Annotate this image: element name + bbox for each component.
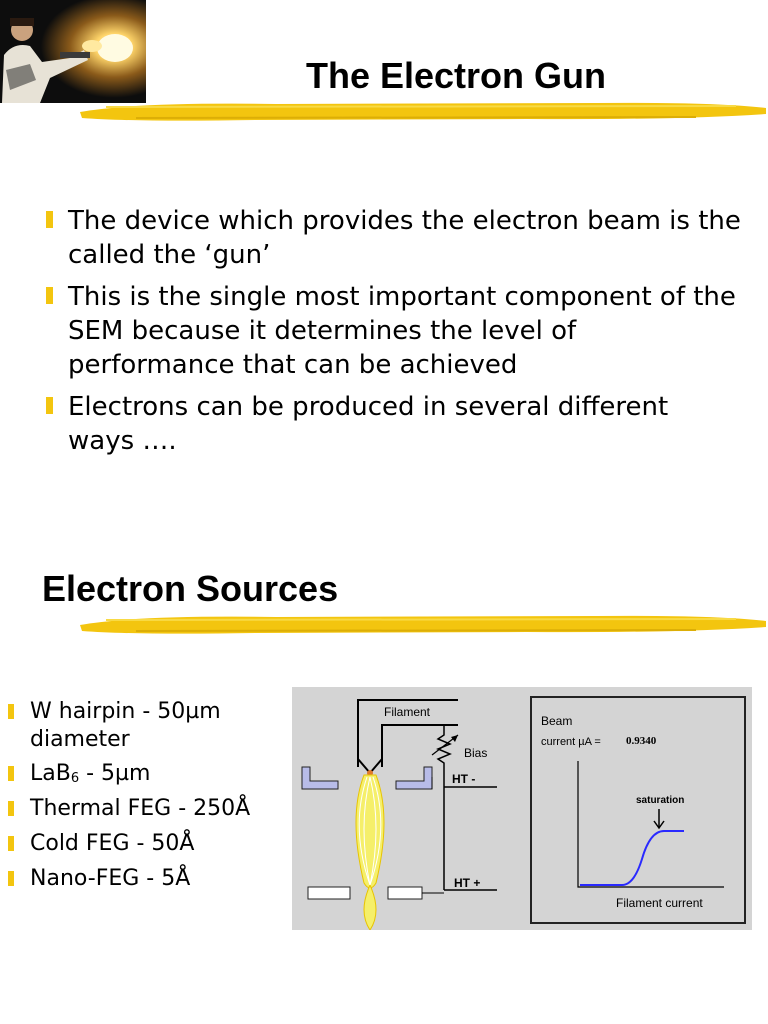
beam-current-label: current µA = [541, 736, 601, 748]
bullet-text: W hairpin - 50µm diameter [30, 699, 221, 752]
list-item [42, 390, 742, 458]
bullet-marker [8, 871, 14, 886]
bullet-text: Nano-FEG - 5Å [30, 866, 191, 891]
list-item [4, 795, 289, 823]
bullet-marker [46, 211, 53, 228]
anode-plate-left [308, 887, 350, 899]
list-item [4, 830, 289, 858]
list-item [4, 760, 289, 788]
beam-label: Beam [541, 714, 573, 728]
bullet-text: The device which provides the electron beam is the called the ‘gun’ [68, 206, 741, 270]
filament-label: Filament [384, 705, 431, 719]
list-item [4, 865, 289, 893]
title-underline-stroke [76, 98, 768, 128]
bullet-list-electron-gun [42, 204, 742, 466]
bullet-text: This is the single most important component of the SEM because it determines the level of performance that can be achieved [68, 282, 736, 380]
bullet-list-electron-sources [4, 698, 289, 900]
electron-gun-diagram [292, 687, 752, 930]
title-underline-stroke [76, 611, 768, 641]
bullet-text: LaB [30, 761, 71, 786]
bullet-marker [8, 836, 14, 851]
bullet-subscript: 6 [70, 771, 80, 786]
bullet-text: Cold FEG - 50Å [30, 831, 195, 856]
bullet-marker [8, 801, 14, 816]
bullet-marker [46, 397, 53, 414]
list-item [42, 280, 742, 382]
list-item [42, 204, 742, 272]
bullet-text: Electrons can be produced in several different ways …. [68, 392, 669, 456]
bullet-text: Thermal FEG - 250Å [30, 796, 251, 821]
slide-title-electron-gun: The Electron Gun [306, 55, 607, 96]
bias-label: Bias [464, 746, 488, 760]
bullet-marker [8, 704, 14, 719]
ht-minus-label: HT - [452, 772, 476, 786]
bullet-text-suffix: - 5µm [79, 761, 151, 786]
bullet-marker [8, 766, 14, 781]
anode-plate-right [388, 887, 422, 899]
beam-current-value: 0.9340 [626, 735, 657, 747]
slide-title-electron-sources: Electron Sources [42, 568, 339, 609]
x-axis-label: Filament current [616, 896, 703, 910]
saturation-graph-panel [531, 697, 745, 923]
list-item [4, 698, 289, 754]
saturation-label: saturation [636, 795, 685, 806]
bullet-marker [46, 287, 53, 304]
gun-photo [0, 0, 146, 103]
ht-plus-label: HT + [454, 876, 481, 890]
